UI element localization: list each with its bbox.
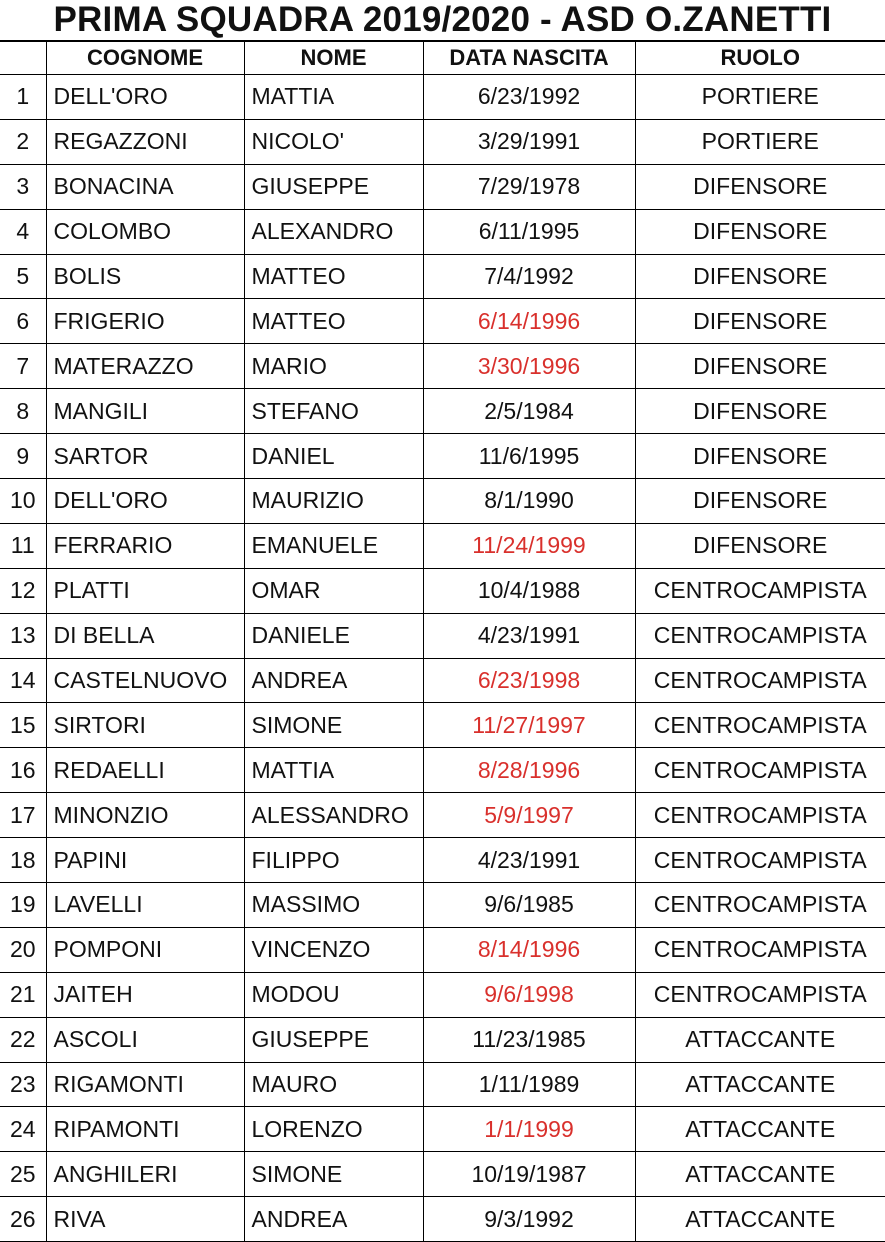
cell-cognome: DELL'ORO (46, 75, 244, 120)
table-row (0, 1152, 885, 1197)
cell-nome: MATTEO (244, 299, 423, 344)
row-number: 23 (0, 1062, 46, 1107)
cell-ruolo: CENTROCAMPISTA (635, 927, 885, 972)
cell-ruolo: DIFENSORE (635, 209, 885, 254)
cell-nome: GIUSEPPE (244, 164, 423, 209)
table-row (0, 254, 885, 299)
cell-nome: DANIELE (244, 613, 423, 658)
cell-cognome: REGAZZONI (46, 119, 244, 164)
cell-cognome: PLATTI (46, 568, 244, 613)
table-row (0, 793, 885, 838)
cell-ruolo: ATTACCANTE (635, 1197, 885, 1242)
cell-data-nascita: 1/1/1999 (423, 1107, 635, 1152)
cell-ruolo: CENTROCAMPISTA (635, 972, 885, 1017)
cell-nome: MATTEO (244, 254, 423, 299)
cell-data-nascita: 6/11/1995 (423, 209, 635, 254)
cell-data-nascita: 4/23/1991 (423, 613, 635, 658)
cell-ruolo: DIFENSORE (635, 523, 885, 568)
table-row (0, 389, 885, 434)
cell-nome: MARIO (244, 344, 423, 389)
row-number: 2 (0, 119, 46, 164)
table-row (0, 658, 885, 703)
cell-data-nascita: 7/29/1978 (423, 164, 635, 209)
row-number: 1 (0, 75, 46, 120)
cell-nome: ANDREA (244, 658, 423, 703)
header-cognome: COGNOME (46, 41, 244, 75)
header-nome: NOME (244, 41, 423, 75)
cell-nome: MODOU (244, 972, 423, 1017)
row-number: 15 (0, 703, 46, 748)
cell-ruolo: CENTROCAMPISTA (635, 703, 885, 748)
cell-data-nascita: 4/23/1991 (423, 838, 635, 883)
table-row (0, 613, 885, 658)
cell-cognome: ANGHILERI (46, 1152, 244, 1197)
cell-data-nascita: 3/29/1991 (423, 119, 635, 164)
cell-ruolo: PORTIERE (635, 75, 885, 120)
row-number: 25 (0, 1152, 46, 1197)
table-row (0, 1197, 885, 1242)
row-number: 11 (0, 523, 46, 568)
cell-cognome: CASTELNUOVO (46, 658, 244, 703)
table-row (0, 344, 885, 389)
row-number: 20 (0, 927, 46, 972)
cell-ruolo: DIFENSORE (635, 389, 885, 434)
cell-data-nascita: 8/1/1990 (423, 479, 635, 524)
cell-nome: OMAR (244, 568, 423, 613)
cell-ruolo: CENTROCAMPISTA (635, 793, 885, 838)
header-ruolo: RUOLO (635, 41, 885, 75)
row-number: 14 (0, 658, 46, 703)
table-row (0, 703, 885, 748)
cell-data-nascita: 10/4/1988 (423, 568, 635, 613)
cell-nome: SIMONE (244, 1152, 423, 1197)
cell-ruolo: CENTROCAMPISTA (635, 838, 885, 883)
cell-ruolo: CENTROCAMPISTA (635, 568, 885, 613)
row-number: 21 (0, 972, 46, 1017)
table-row (0, 838, 885, 883)
table-row (0, 434, 885, 479)
cell-cognome: ASCOLI (46, 1017, 244, 1062)
header-data-nascita: DATA NASCITA (423, 41, 635, 75)
cell-ruolo: ATTACCANTE (635, 1017, 885, 1062)
cell-ruolo: CENTROCAMPISTA (635, 883, 885, 928)
cell-data-nascita: 9/6/1998 (423, 972, 635, 1017)
table-row (0, 164, 885, 209)
cell-cognome: LAVELLI (46, 883, 244, 928)
cell-cognome: MATERAZZO (46, 344, 244, 389)
row-number: 6 (0, 299, 46, 344)
table-row (0, 209, 885, 254)
row-number: 19 (0, 883, 46, 928)
cell-ruolo: DIFENSORE (635, 299, 885, 344)
cell-data-nascita: 6/23/1992 (423, 75, 635, 120)
cell-ruolo: DIFENSORE (635, 434, 885, 479)
row-number: 17 (0, 793, 46, 838)
cell-cognome: SIRTORI (46, 703, 244, 748)
row-number: 12 (0, 568, 46, 613)
cell-nome: NICOLO' (244, 119, 423, 164)
cell-nome: DANIEL (244, 434, 423, 479)
cell-data-nascita: 6/14/1996 (423, 299, 635, 344)
cell-cognome: MINONZIO (46, 793, 244, 838)
cell-data-nascita: 3/30/1996 (423, 344, 635, 389)
cell-data-nascita: 6/23/1998 (423, 658, 635, 703)
cell-nome: GIUSEPPE (244, 1017, 423, 1062)
table-row (0, 523, 885, 568)
roster-body (0, 75, 885, 1242)
cell-cognome: BONACINA (46, 164, 244, 209)
cell-cognome: RIPAMONTI (46, 1107, 244, 1152)
cell-data-nascita: 2/5/1984 (423, 389, 635, 434)
table-row (0, 748, 885, 793)
cell-data-nascita: 11/6/1995 (423, 434, 635, 479)
cell-data-nascita: 5/9/1997 (423, 793, 635, 838)
cell-cognome: DELL'ORO (46, 479, 244, 524)
cell-cognome: FERRARIO (46, 523, 244, 568)
cell-data-nascita: 11/27/1997 (423, 703, 635, 748)
table-row (0, 75, 885, 120)
header-number (0, 41, 46, 75)
row-number: 10 (0, 479, 46, 524)
cell-nome: MATTIA (244, 748, 423, 793)
cell-data-nascita: 11/24/1999 (423, 523, 635, 568)
row-number: 3 (0, 164, 46, 209)
row-number: 18 (0, 838, 46, 883)
cell-data-nascita: 11/23/1985 (423, 1017, 635, 1062)
roster-table (0, 40, 885, 1242)
cell-nome: VINCENZO (244, 927, 423, 972)
cell-ruolo: CENTROCAMPISTA (635, 613, 885, 658)
cell-ruolo: ATTACCANTE (635, 1107, 885, 1152)
cell-nome: SIMONE (244, 703, 423, 748)
table-row (0, 479, 885, 524)
cell-nome: MASSIMO (244, 883, 423, 928)
cell-cognome: PAPINI (46, 838, 244, 883)
cell-cognome: REDAELLI (46, 748, 244, 793)
table-row (0, 119, 885, 164)
row-number: 5 (0, 254, 46, 299)
cell-data-nascita: 9/6/1985 (423, 883, 635, 928)
cell-nome: MAURO (244, 1062, 423, 1107)
cell-nome: ANDREA (244, 1197, 423, 1242)
table-row (0, 1062, 885, 1107)
cell-ruolo: PORTIERE (635, 119, 885, 164)
row-number: 7 (0, 344, 46, 389)
table-row (0, 1017, 885, 1062)
cell-ruolo: CENTROCAMPISTA (635, 658, 885, 703)
header-row (0, 41, 885, 75)
row-number: 26 (0, 1197, 46, 1242)
cell-cognome: BOLIS (46, 254, 244, 299)
cell-ruolo: CENTROCAMPISTA (635, 748, 885, 793)
cell-cognome: RIVA (46, 1197, 244, 1242)
cell-data-nascita: 7/4/1992 (423, 254, 635, 299)
cell-ruolo: DIFENSORE (635, 164, 885, 209)
table-row (0, 972, 885, 1017)
cell-data-nascita: 8/14/1996 (423, 927, 635, 972)
cell-cognome: COLOMBO (46, 209, 244, 254)
table-row (0, 568, 885, 613)
cell-nome: EMANUELE (244, 523, 423, 568)
cell-nome: MAURIZIO (244, 479, 423, 524)
cell-data-nascita: 1/11/1989 (423, 1062, 635, 1107)
row-number: 13 (0, 613, 46, 658)
row-number: 8 (0, 389, 46, 434)
cell-ruolo: ATTACCANTE (635, 1152, 885, 1197)
cell-cognome: FRIGERIO (46, 299, 244, 344)
cell-nome: LORENZO (244, 1107, 423, 1152)
cell-cognome: RIGAMONTI (46, 1062, 244, 1107)
cell-data-nascita: 8/28/1996 (423, 748, 635, 793)
table-row (0, 1107, 885, 1152)
cell-ruolo: DIFENSORE (635, 344, 885, 389)
row-number: 9 (0, 434, 46, 479)
cell-nome: ALEXANDRO (244, 209, 423, 254)
row-number: 24 (0, 1107, 46, 1152)
cell-nome: FILIPPO (244, 838, 423, 883)
cell-cognome: MANGILI (46, 389, 244, 434)
cell-cognome: SARTOR (46, 434, 244, 479)
cell-nome: MATTIA (244, 75, 423, 120)
cell-data-nascita: 9/3/1992 (423, 1197, 635, 1242)
row-number: 22 (0, 1017, 46, 1062)
cell-data-nascita: 10/19/1987 (423, 1152, 635, 1197)
table-row (0, 883, 885, 928)
table-row (0, 299, 885, 344)
cell-cognome: JAITEH (46, 972, 244, 1017)
table-row (0, 927, 885, 972)
cell-cognome: POMPONI (46, 927, 244, 972)
row-number: 16 (0, 748, 46, 793)
cell-cognome: DI BELLA (46, 613, 244, 658)
cell-ruolo: ATTACCANTE (635, 1062, 885, 1107)
cell-nome: STEFANO (244, 389, 423, 434)
cell-ruolo: DIFENSORE (635, 479, 885, 524)
page-title: PRIMA SQUADRA 2019/2020 - ASD O.ZANETTI (53, 0, 832, 39)
row-number: 4 (0, 209, 46, 254)
cell-ruolo: DIFENSORE (635, 254, 885, 299)
cell-nome: ALESSANDRO (244, 793, 423, 838)
